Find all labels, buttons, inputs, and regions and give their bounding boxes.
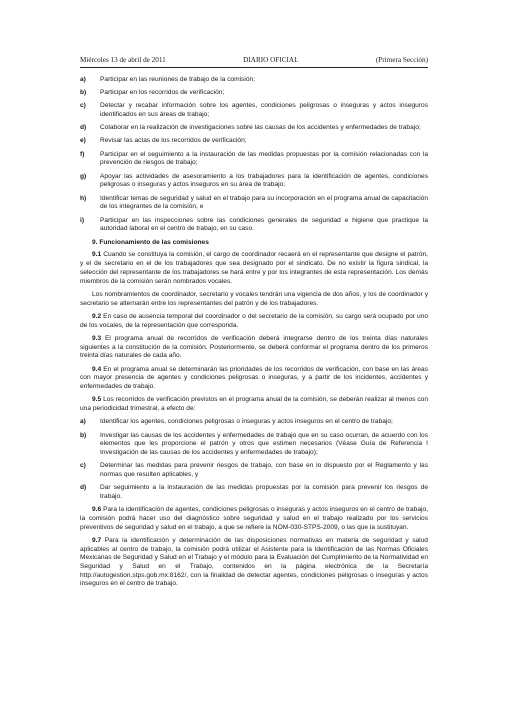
paragraph [80,291,428,308]
section-title: 9. Funcionamiento de las comisiones [92,238,209,246]
header-publication: DIARIO OFICIAL [243,56,299,64]
list-item [80,151,428,168]
header-section: (Primera Sección) [375,56,428,64]
paragraph-number: 9.5 [92,396,102,404]
section-paragraphs [80,251,428,413]
list-item [80,462,428,479]
paragraph [80,537,428,589]
paragraph-text: Los recorridos de verificación previstos en el programa anual de la comisión, se deberán realizar al menos con una periodicidad trimestral, a efecto de: [80,396,428,412]
list-item-label: c) [80,102,86,110]
list-item-text: Detectar y recabar información sobre los agentes, condiciones peligrosas o inseguras y actos inseguros identificados en sus áreas de trabajo; [100,102,428,118]
functions-list [80,76,428,235]
list-item [80,137,428,146]
list-item-label: d) [80,124,87,132]
list-item [80,195,428,212]
list-item-text: Colaborar en la realización de investigaciones sobre las causas de los accidentes y enfermedades de trabajo; [100,124,421,132]
page-header [80,56,428,68]
paragraph-text: El programa anual de recorridos de verificación deberá integrarse dentro de los treinta días naturales siguientes a la constitución de la comisión. Posteriormente, se deberá conformar el programa dentro de los primeros treinta días naturales de cada año. [80,334,428,360]
list-item-label: h) [80,194,87,202]
list-item-text: Determinar las medidas para prevenir riesgos de trabajo, con base en lo dispuesto por el Reglamento y las normas que resulten aplicables, y [100,462,428,478]
paragraph [80,396,428,413]
list-item [80,76,428,85]
paragraph [80,313,428,330]
list-item-text: Investigar las causas de los accidentes y enfermedades de trabajo que en su caso ocurran, de acuerdo con los elementos que les proporcione el patrón y otros que estimen necesarios (Véase Guía de Referencia I Investigación de las causas de los accidentes y enfermedades de trabajo); [100,431,428,456]
paragraph-text: Los nombramientos de coordinador, secretario y vocales tendrán una vigencia de dos años, y los de coordinador y secretario se alternarán entre los representantes del patrón y de los trabajadores. [80,290,428,307]
list-item-label: f) [80,150,85,158]
list-item-label: a) [80,418,86,426]
verification-purposes-list [80,418,428,501]
list-item [80,418,428,427]
paragraph-text: Cuando se constituya la comisión, el cargo de coordinador recaerá en el representante que designe el patrón, y el de secretario en el de los trabajadores que sea designado por el sindicato. De no existir la figura sindical, la selección del representante de los trabajadores se hará entre y por los integrantes de esta representación. Los demás miembros de la comisión serán nombrados vocales. [80,251,428,285]
list-item [80,432,428,458]
list-item [80,124,428,133]
paragraph [80,506,428,532]
list-item [80,173,428,190]
section-paragraphs-continued [80,506,428,589]
list-item-label: d) [80,484,87,492]
paragraph [80,335,428,361]
list-item [80,484,428,501]
list-item-label: g) [80,172,87,180]
list-item [80,217,428,234]
paragraph-text: En caso de ausencia temporal del coordinador o del secretario de la comisión, su cargo será ocupado por uno de los vocales, de la representación que corresponda. [80,312,428,329]
header-date: Miércoles 13 de abril de 2011 [80,56,166,64]
list-item-text: Apoyar las actividades de asesoramiento a los trabajadores para la identificación de agentes, condiciones peligrosas o inseguras y actos inseguros en su área de trabajo; [100,172,428,189]
paragraph-text: En el programa anual se determinarán las prioridades de los recorridos de verificación, con base en las áreas con mayor presencia de agentes y condiciones peligrosas o inseguras, y a partir de los incidentes, accidentes y enfermedades de trabajo. [80,365,428,390]
list-item-label: c) [80,462,86,470]
paragraph [80,366,428,392]
paragraph-number: 9.4 [92,365,102,373]
list-item-text: Identificar temas de seguridad y salud en el trabajo para su incorporación en el programa anual de capacitación de los integrantes de la comisión, e [100,194,428,211]
list-item-label: b) [80,431,87,439]
list-item-label: a) [80,75,86,83]
list-item-label: b) [80,88,87,96]
paragraph-number: 9.2 [92,312,102,320]
paragraph-number: 9.7 [92,536,102,544]
paragraph-text: Para la identificación y determinación de las disposiciones normativas en materia de seguridad y salud aplicables al centro de trabajo, la comisión podrá utilizar el Asistente para la Identificación de las Normas Oficiales Mexicanas de Seguridad y Salud en el Trabajo y el módulo para la Evaluación del Cumplimiento de la Normatividad en Seguridad y Salud en el Trabajo, contenidos en la página electrónica de la Secretaría http://autogestion.stps.gob.mx:8162/, con la finalidad de detectar agentes, condiciones peligrosas o inseguras y actos inseguros en el centro de trabajo. [80,536,428,588]
list-item-text: Participar en el seguimiento a la instauración de las medidas propuestas por la comisión relacionadas con la prevención de riesgos de trabajo; [100,150,428,167]
list-item [80,89,428,98]
list-item-text: Revisar las actas de los recorridos de verificación; [100,137,247,145]
paragraph-number: 9.3 [92,334,102,342]
paragraph-number: 9.6 [92,506,102,514]
list-item-label: i) [80,216,85,224]
list-item-text: Participar en las reuniones de trabajo de la comisión; [100,75,256,83]
list-item-text: Participar en los recorridos de verificación; [100,88,225,96]
list-item-label: e) [80,137,86,145]
list-item [80,102,428,119]
list-item-text: Participar en las inspecciones sobre las condiciones generales de seguridad e higiene que practique la autoridad laboral en el centro de trabajo, en su caso. [100,216,428,233]
list-item-text: Dar seguimiento a la instauración de las medidas propuestas por la comisión para prevenir los riesgos de trabajo. [100,484,428,500]
list-item-text: Identificar los agentes, condiciones peligrosas o inseguras y actos inseguros en el centro de trabajo; [100,418,393,426]
paragraph-text: Para la identificación de agentes, condiciones peligrosas o inseguras y actos inseguros en el centro de trabajo, la comisión podrá hacer uso del diagnóstico sobre seguridad y salud en el trabajo realizado por los servicios preventivos de seguridad y salud en el trabajo, a que se refiere la NOM-030-STPS-2009, o las que la sustituyan. [80,506,428,531]
paragraph-number: 9.1 [92,251,102,259]
paragraph [80,251,428,286]
